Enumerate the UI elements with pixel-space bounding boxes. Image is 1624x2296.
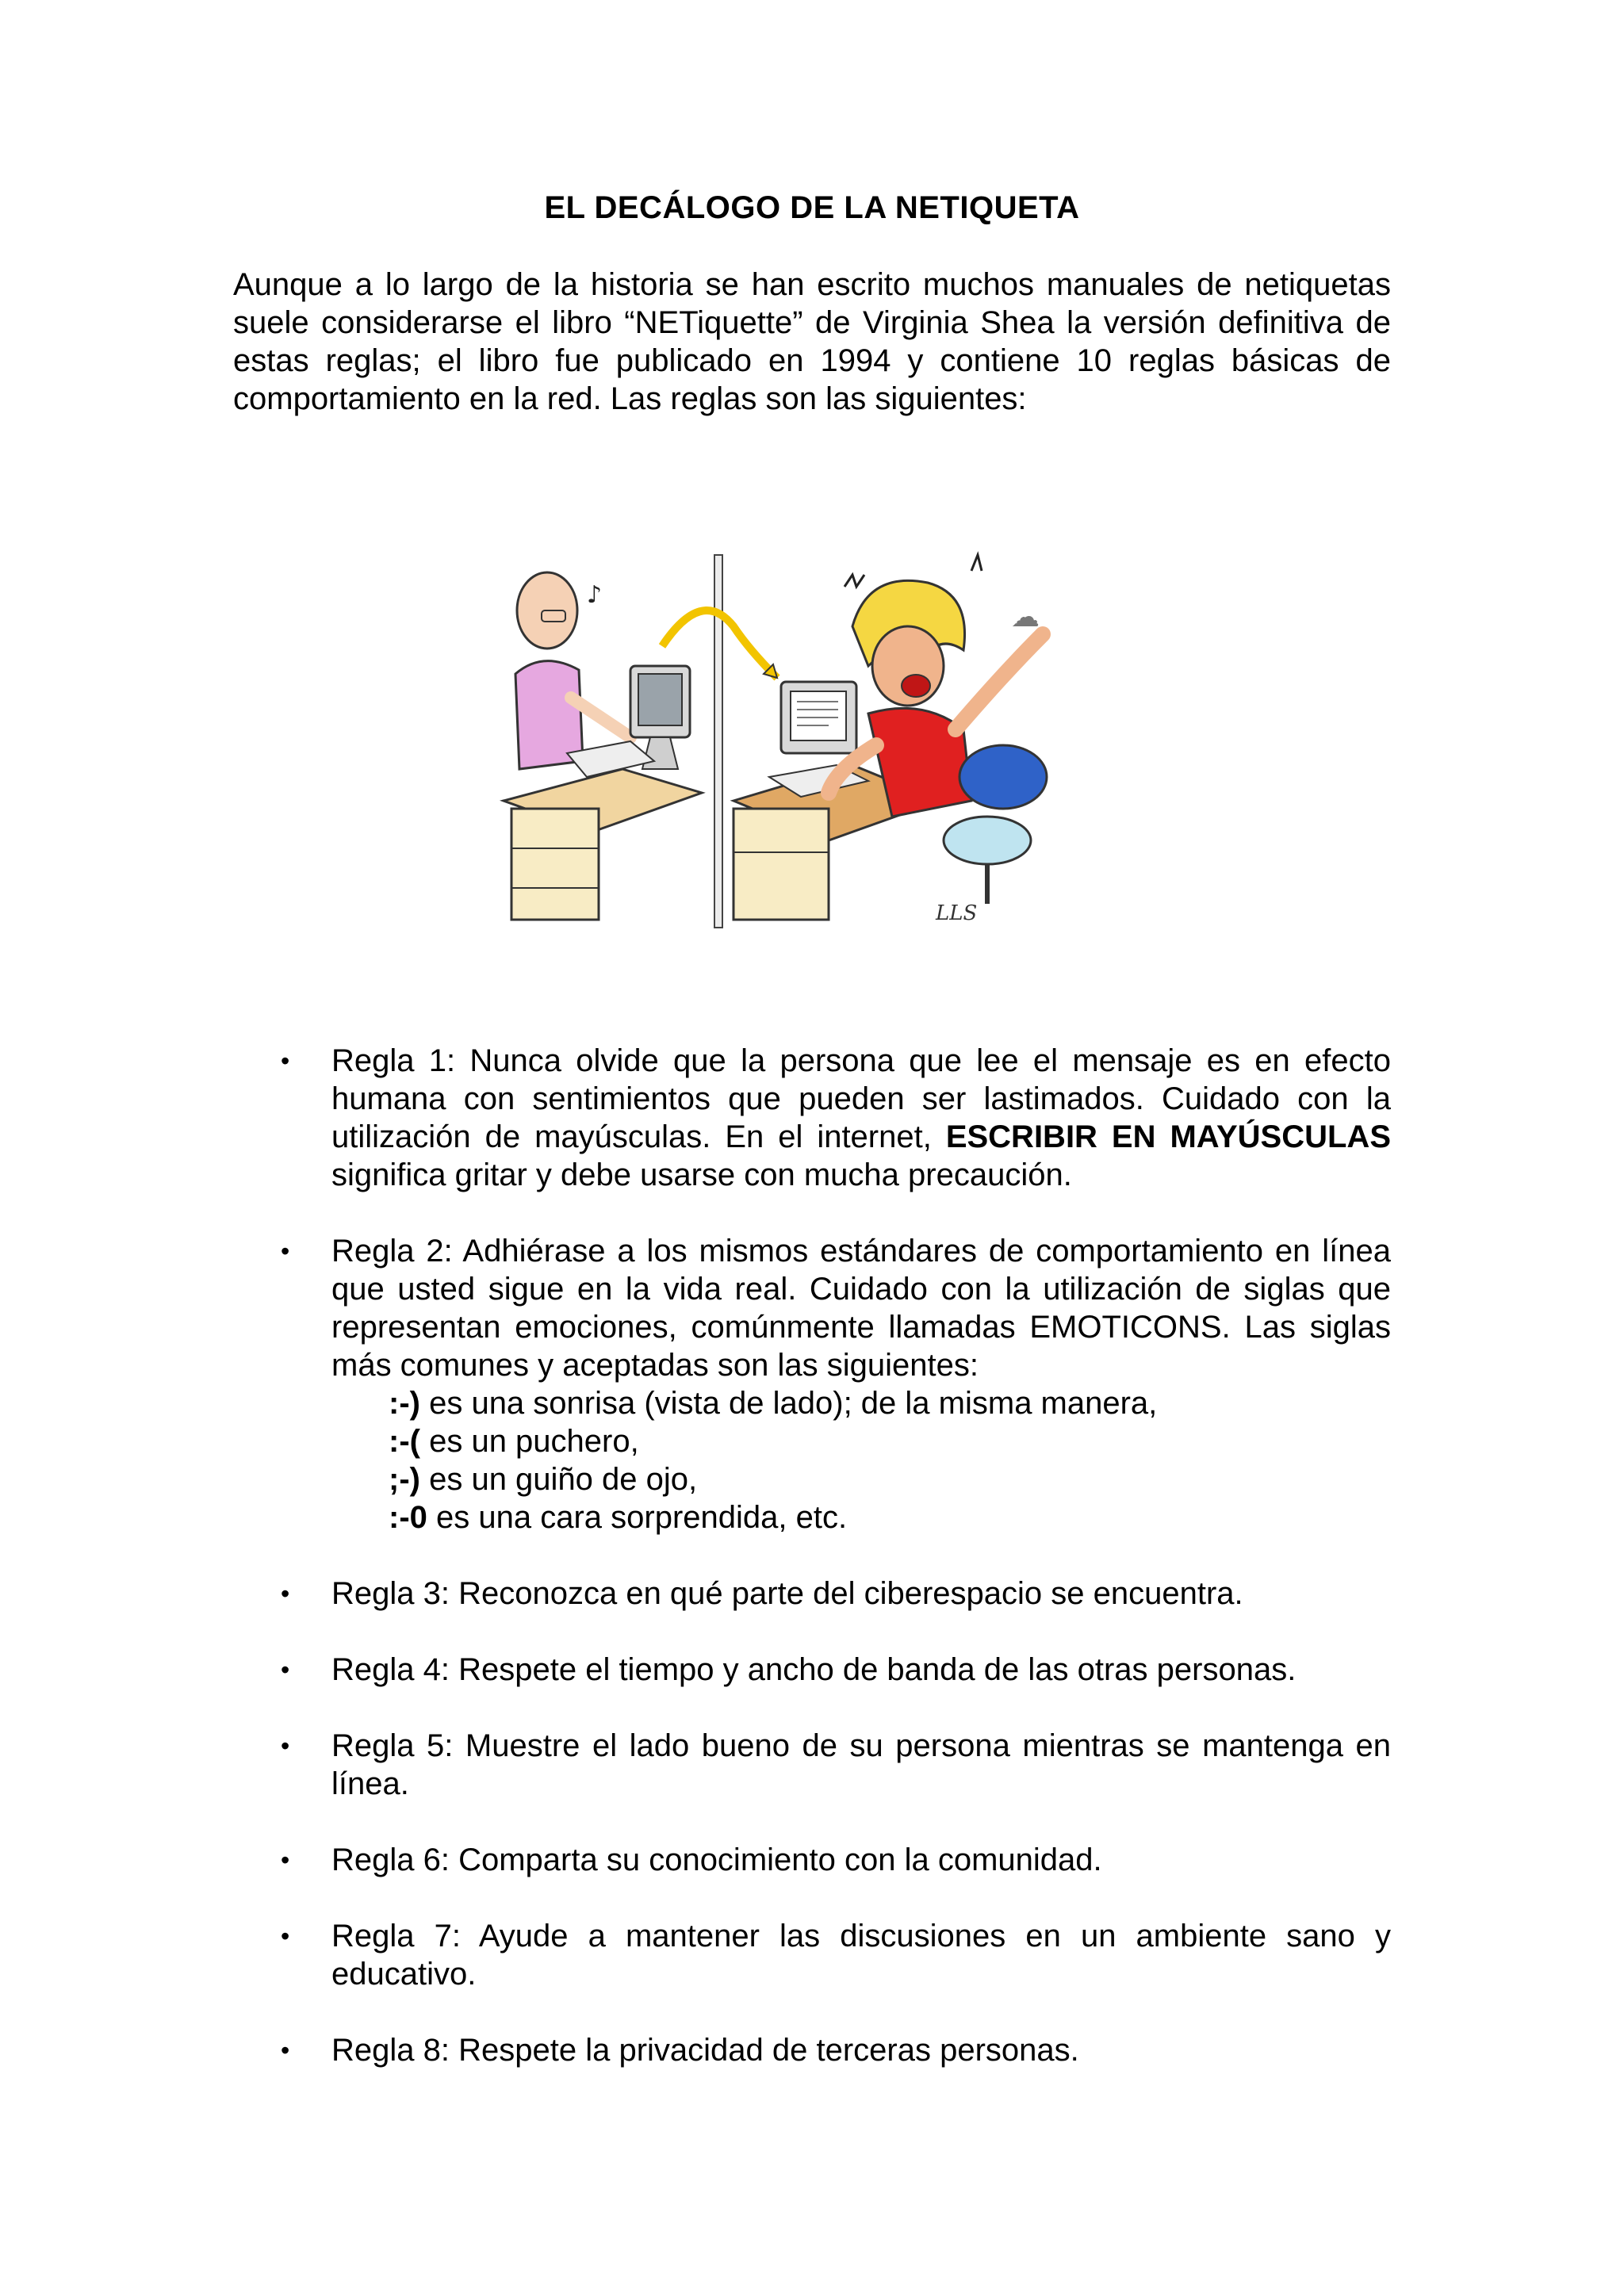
emoticon-meaning: es un guiño de ojo,: [419, 1462, 698, 1497]
bullet-icon: •: [281, 1579, 290, 1608]
right-desk-cabinet: [733, 809, 829, 920]
rule-1: [233, 1042, 1391, 1194]
bullet-icon: •: [281, 1846, 290, 1874]
bullet-icon: •: [281, 1732, 290, 1760]
rule-2-text: Regla 2: Adhiérase a los mismos estándares de comportamiento en línea que usted sigue en la vida real. Cuidado con la utilización de siglas que representan emociones, comúnmente llamadas EMOTICONS. Las siglas más comunes y aceptadas son las siguientes:: [331, 1234, 1391, 1383]
rule-1-text: Regla 1: Nunca olvide que la persona que lee el mensaje es en efecto humana con sentimientos que pueden ser lastimados. Cuidado con la utilización de mayúsculas. En el internet,: [331, 1043, 1391, 1154]
emoticon-meaning: es una cara sorprendida, etc.: [427, 1500, 848, 1535]
rule-2: [233, 1232, 1391, 1536]
rule-7: [233, 1917, 1391, 1993]
office-chair: [959, 745, 1047, 809]
rule-3: [233, 1575, 1391, 1613]
emoticon-item: [389, 1460, 1391, 1498]
emoticon-meaning: es un puchero,: [419, 1424, 639, 1459]
rule-1-emphasis: ESCRIBIR EN MAYÚSCULAS: [945, 1119, 1391, 1154]
anger-mark-icon: [845, 575, 864, 587]
rule-8: [233, 2031, 1391, 2069]
emoticon-symbol: :-0: [389, 1500, 427, 1535]
rule-6: [233, 1841, 1391, 1879]
rule-8-text: Regla 8: Respete la privacidad de terceras personas.: [331, 2033, 1079, 2068]
bullet-icon: •: [281, 1655, 290, 1684]
rule-4-text: Regla 4: Respete el tiempo y ancho de banda de las otras personas.: [331, 1652, 1297, 1687]
rule-1-text-end: significa gritar y debe usarse con mucha precaución.: [331, 1158, 1072, 1192]
emoticon-item: [389, 1498, 1391, 1536]
rule-7-text: Regla 7: Ayude a mantener las discusiones en un ambiente sano y educativo.: [331, 1919, 1391, 1992]
left-desk-cabinet: [511, 809, 599, 920]
emoticon-list: [331, 1384, 1391, 1536]
emoticon-meaning: es una sonrisa (vista de lado); de la misma manera,: [419, 1386, 1158, 1421]
emoticon-symbol: :-(: [389, 1424, 420, 1459]
rule-3-text: Regla 3: Reconozca en qué parte del ciberespacio se encuentra.: [331, 1576, 1243, 1611]
bullet-icon: •: [281, 2036, 290, 2064]
rule-5: [233, 1727, 1391, 1803]
rule-6-text: Regla 6: Comparta su conocimiento con la comunidad.: [331, 1843, 1102, 1877]
page-title: EL DECÁLOGO DE LA NETIQUETA: [544, 190, 1080, 225]
intro-paragraph: Aunque a lo largo de la historia se han escrito muchos manuales de netiquetas suele considerarse el libro “NETiquette” de Virginia Shea la versión definitiva de estas reglas; el libro fue publicado en 1994 y contiene 10 reglas básicas de comportamiento en la red. Las reglas son las siguientes:: [233, 267, 1391, 416]
bullet-icon: •: [281, 1047, 290, 1075]
artist-signature: LLS: [936, 901, 978, 925]
emoticon-item: [389, 1422, 1391, 1460]
bullet-icon: •: [281, 1237, 290, 1265]
steam-puff-icon: ☁: [1011, 601, 1040, 633]
emoticon-item: [389, 1384, 1391, 1422]
rule-4: [233, 1651, 1391, 1689]
bullet-icon: •: [281, 1922, 290, 1950]
netiquette-cartoon-illustration: [496, 539, 1086, 936]
rules-list: [233, 1042, 1391, 2107]
music-note-icon: ♪: [587, 581, 603, 609]
rule-5-text: Regla 5: Muestre el lado bueno de su persona mientras se mantenga en línea.: [331, 1728, 1391, 1801]
emoticon-symbol: ;-): [389, 1462, 420, 1497]
emoticon-symbol: :-): [389, 1386, 420, 1421]
